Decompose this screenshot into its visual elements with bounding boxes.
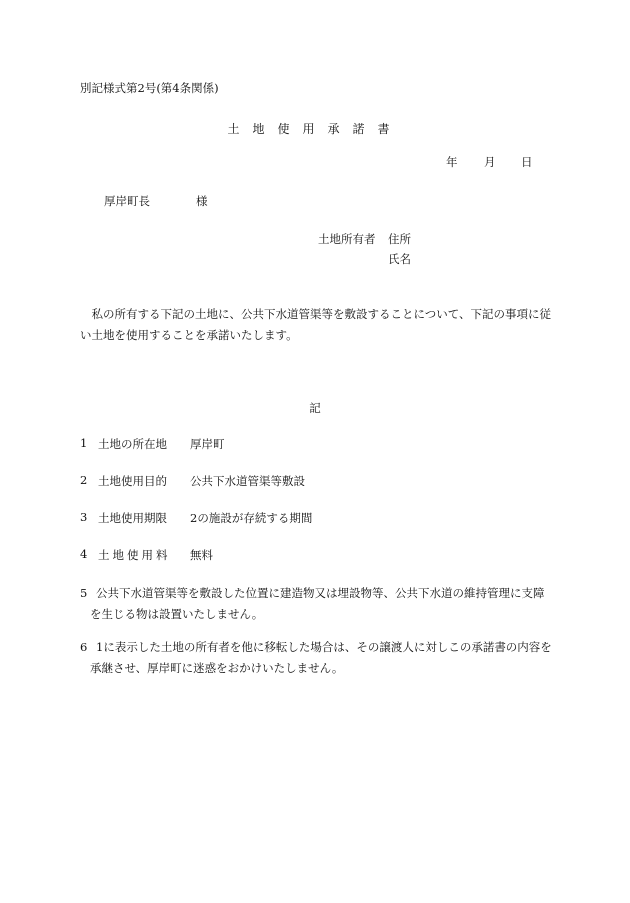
condition-number: 6 bbox=[80, 640, 88, 654]
form-number: 別記様式第2号(第4条関係) bbox=[80, 81, 219, 95]
condition-line-2: 承継させ、厚岸町に迷惑をおかけいたしません。 bbox=[90, 661, 344, 675]
item-label: 土地使用料 bbox=[98, 548, 171, 562]
condition-line-1: 1に表示した土地の所有者を他に移転した場合は、その譲渡人に対しこの承諾書の内容を bbox=[96, 640, 552, 654]
condition-item bbox=[80, 583, 555, 625]
date-line bbox=[446, 154, 533, 170]
list-item bbox=[0, 547, 630, 563]
intro-paragraph: 私の所有する下記の土地に、公共下水道管渠等を敷設することについて、下記の事項に従い土地を使用することを承諾いたします。 bbox=[80, 307, 552, 342]
condition-number: 5 bbox=[80, 586, 88, 600]
list-item bbox=[0, 510, 630, 526]
item-label: 土地使用期限 bbox=[98, 511, 167, 525]
item-number: 2 bbox=[80, 473, 88, 487]
date-day-label: 日 bbox=[521, 155, 533, 169]
date-year-label: 年 bbox=[446, 155, 458, 169]
item-number: 1 bbox=[80, 436, 88, 450]
item-value: 無料 bbox=[190, 548, 213, 562]
ki-heading: 記 bbox=[309, 401, 321, 415]
addressee-name: 厚岸町長 bbox=[104, 194, 150, 208]
addressee-honorific: 様 bbox=[196, 194, 208, 208]
date-month-label: 月 bbox=[484, 155, 496, 169]
condition-line-2: を生じる物は設置いたしません。 bbox=[90, 607, 264, 621]
condition-item bbox=[80, 637, 555, 679]
owner-address-label: 住所 bbox=[388, 232, 411, 246]
item-number: 3 bbox=[80, 510, 88, 524]
list-item bbox=[0, 473, 630, 489]
list-item bbox=[0, 436, 630, 452]
addressee bbox=[104, 193, 208, 209]
condition-line-1: 公共下水道管渠等を敷設した位置に建造物又は埋設物等、公共下水道の維持管理に支障 bbox=[96, 586, 545, 600]
item-value: 厚岸町 bbox=[190, 437, 225, 451]
item-label: 土地の所在地 bbox=[98, 437, 167, 451]
owner-name-label: 氏名 bbox=[388, 252, 411, 266]
owner-label: 土地所有者 bbox=[318, 232, 376, 246]
item-value: 公共下水道管渠等敷設 bbox=[190, 474, 305, 488]
document-title: 土地使用承諾書 bbox=[227, 122, 403, 136]
item-number: 4 bbox=[80, 547, 88, 561]
item-label: 土地使用目的 bbox=[98, 474, 167, 488]
item-value: 2の施設が存続する期間 bbox=[190, 511, 313, 525]
